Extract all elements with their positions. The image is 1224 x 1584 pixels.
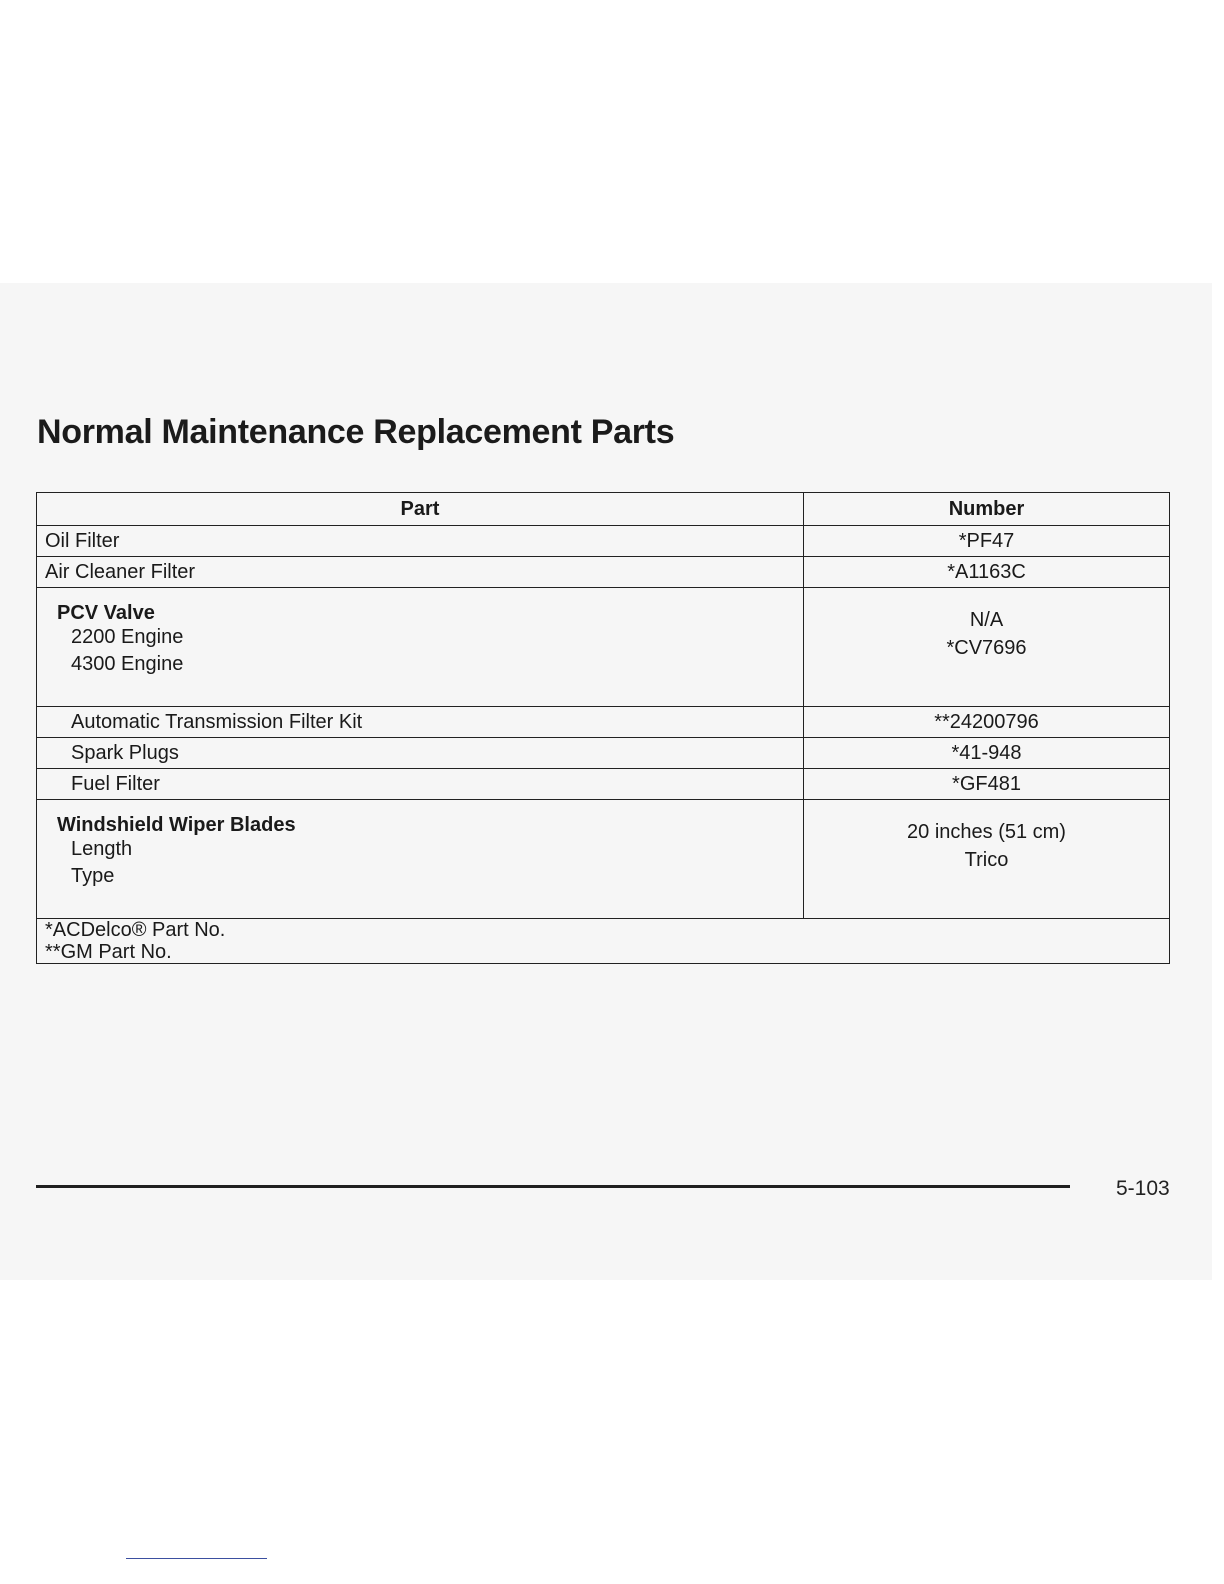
number-cell: **24200796	[804, 707, 1170, 738]
table-row	[37, 738, 1170, 769]
bottom-link-underline	[126, 1558, 267, 1559]
number-cell: *PF47	[804, 526, 1170, 557]
column-header-number: Number	[804, 493, 1170, 526]
sub-item-label: Length	[71, 838, 133, 860]
part-cell: Spark Plugs	[37, 738, 804, 769]
table-row	[37, 707, 1170, 738]
group-heading: Windshield Wiper Blades	[57, 814, 296, 836]
number-cell	[804, 800, 1170, 919]
number-cell: *A1163C	[804, 557, 1170, 588]
page-number: 5-103	[1116, 1177, 1170, 1200]
number-cell: *GF481	[804, 769, 1170, 800]
sub-item-label: 4300 Engine	[71, 653, 184, 675]
sub-item-label: Type	[71, 865, 115, 887]
table-row	[37, 557, 1170, 588]
part-cell: Fuel Filter	[37, 769, 804, 800]
footnotes-cell	[37, 919, 1170, 964]
column-header-part: Part	[37, 493, 804, 526]
part-cell: Air Cleaner Filter	[37, 557, 804, 588]
table-row	[37, 526, 1170, 557]
table-row-pcv-valve	[37, 588, 1170, 707]
number-cell	[804, 588, 1170, 707]
table-row	[37, 769, 1170, 800]
sub-item-number: N/A	[969, 609, 1004, 631]
part-cell: Oil Filter	[37, 526, 804, 557]
group-heading: PCV Valve	[57, 602, 155, 624]
footer-rule	[36, 1185, 1070, 1188]
sub-item-number: Trico	[964, 849, 1009, 871]
number-cell: *41-948	[804, 738, 1170, 769]
sub-item-number: 20 inches (51 cm)	[907, 821, 1066, 843]
table-header-row	[37, 493, 1170, 526]
part-cell	[37, 588, 804, 707]
page-title: Normal Maintenance Replacement Parts	[37, 413, 675, 451]
part-cell: Automatic Transmission Filter Kit	[37, 707, 804, 738]
part-cell	[37, 800, 804, 919]
table-footnote-row	[37, 919, 1170, 964]
sub-item-label: 2200 Engine	[71, 626, 184, 648]
sub-item-number: *CV7696	[946, 637, 1027, 659]
table-row-wiper-blades	[37, 800, 1170, 919]
parts-table	[36, 492, 1170, 964]
footnote: *ACDelco® Part No.	[45, 919, 226, 941]
footnote: **GM Part No.	[45, 941, 172, 963]
